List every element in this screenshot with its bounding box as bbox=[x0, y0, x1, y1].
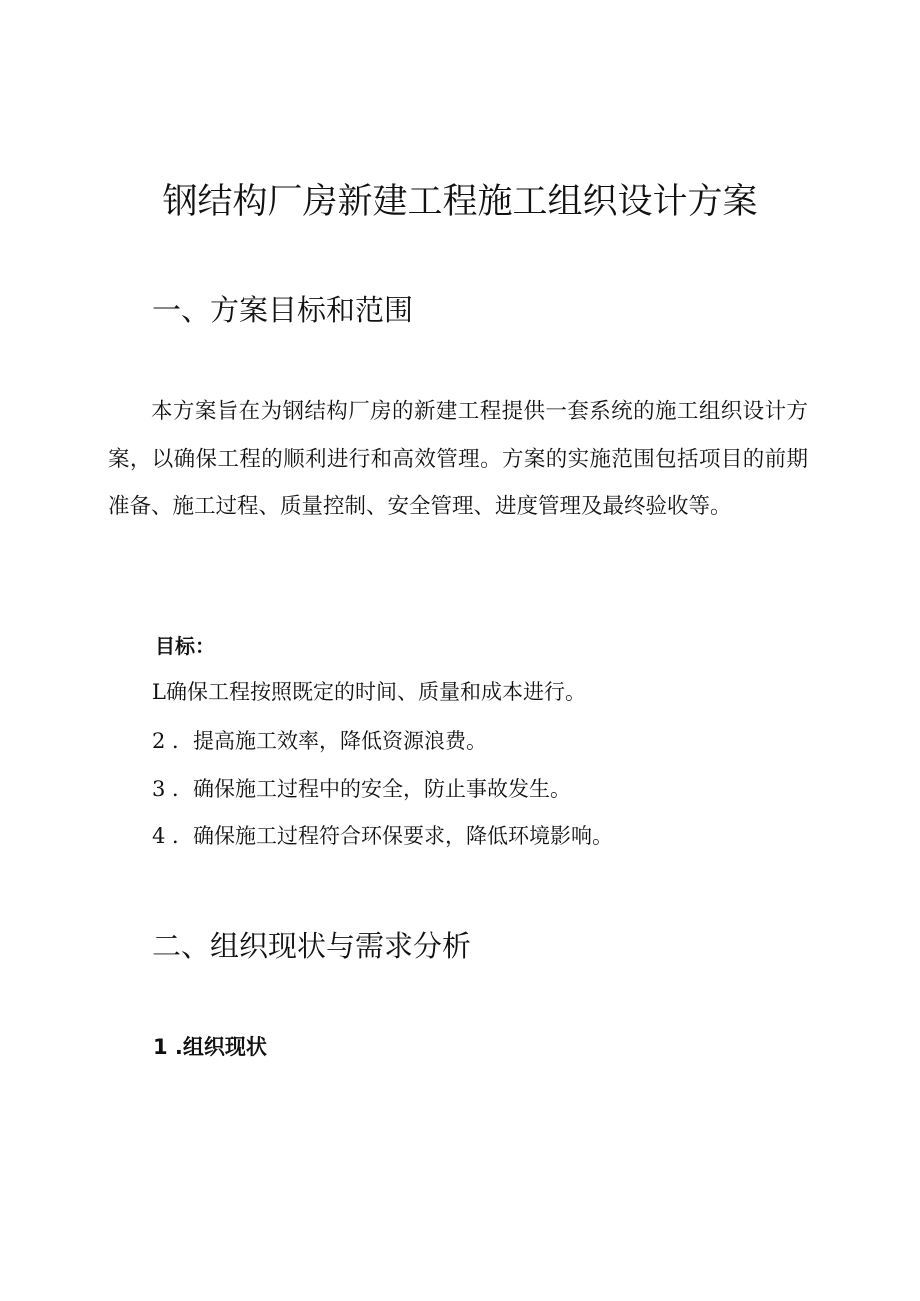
section-heading-status-analysis: 二、组织现状与需求分析 bbox=[152, 929, 472, 963]
goals-label: 目标： bbox=[155, 634, 215, 658]
section-heading-goals-scope: 一、方案目标和范围 bbox=[152, 293, 414, 327]
goal-item-1: L确保工程按照既定的时间、质量和成本进行。 bbox=[152, 680, 586, 704]
goal-item-3: 3 ．确保施工过程中的安全，防止事故发生。 bbox=[152, 777, 572, 801]
intro-paragraph: 本方案旨在为钢结构厂房的新建工程提供一套系统的施工组织设计方案，以确保工程的顺利进行和高效管理。方案的实施范围包括项目的前期准备、施工过程、质量控制、安全管理、进度管理及最终验收等。 bbox=[108, 399, 808, 519]
goal-item-4: 4 ．确保施工过程符合环保要求，降低环境影响。 bbox=[152, 824, 614, 848]
goal-item-2: 2 ．提高施工效率，降低资源浪费。 bbox=[152, 729, 488, 753]
document-title: 钢结构厂房新建工程施工组织设计方案 bbox=[162, 182, 758, 222]
subheading-organization-status: 1 .组织现状 bbox=[153, 1035, 267, 1059]
